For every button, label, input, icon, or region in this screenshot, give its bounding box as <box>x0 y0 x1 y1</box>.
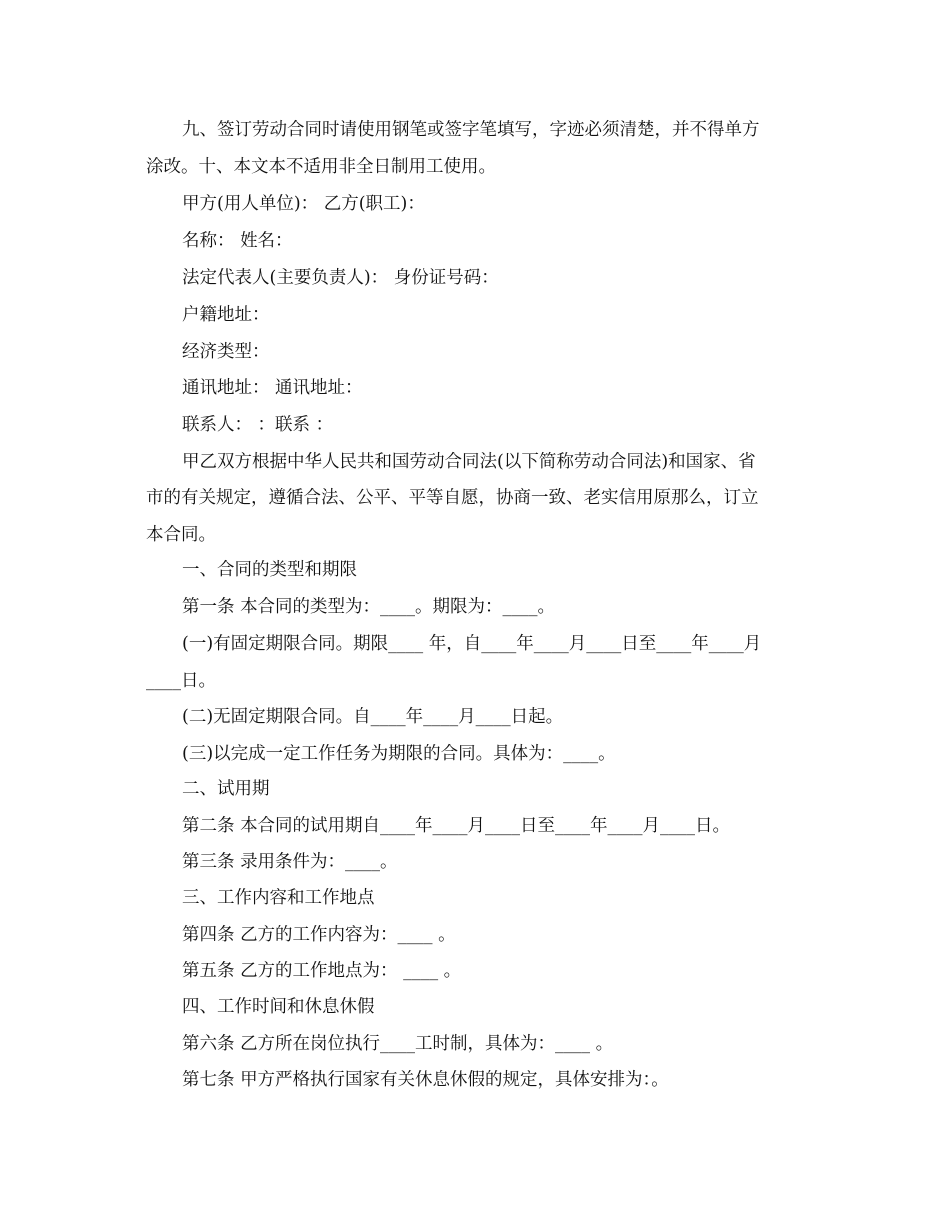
article-2: 第二条 本合同的试用期自____年____月____日至____年____月____日。 <box>182 816 731 836</box>
article-7: 第七条 甲方严格执行国家有关休息休假的规定，具体安排为：。 <box>182 1070 669 1090</box>
preamble-line-2: 市的有关规定，遵循合法、公平、平等自愿，协商一致、老实信用原那么，订立 <box>146 488 759 508</box>
article-5: 第五条 乙方的工作地点为： ____ 。 <box>182 961 462 981</box>
contact-field: 联系人： ：联系 ： <box>182 415 334 435</box>
task-based-contract: (三)以完成一定工作任务为期限的合同。具体为：____。 <box>182 744 616 764</box>
party-header: 甲方(用人单位)： 乙方(职工)： <box>182 194 425 214</box>
section-4-heading: 四、工作时间和休息休假 <box>182 997 375 1017</box>
fixed-term-line-1: (一)有固定期限合同。期限____ 年，自____年____月____日至____年____月 <box>182 634 762 654</box>
clause-9-line-2: 涂改。十、本文本不适用非全日制用工使用。 <box>146 157 496 177</box>
preamble-line-3: 本合同。 <box>146 525 216 545</box>
legal-rep-field: 法定代表人(主要负责人)： 身份证号码： <box>182 268 499 288</box>
household-address-field: 户籍地址： <box>182 305 270 325</box>
article-3: 第三条 录用条件为：____。 <box>182 852 398 872</box>
section-2-heading: 二、试用期 <box>182 779 270 799</box>
section-1-heading: 一、合同的类型和期限 <box>182 560 357 580</box>
economic-type-field: 经济类型： <box>182 342 270 362</box>
section-3-heading: 三、工作内容和工作地点 <box>182 888 375 908</box>
name-field: 名称： 姓名： <box>182 231 293 251</box>
article-6: 第六条 乙方所在岗位执行____工时制，具体为：____ 。 <box>182 1034 614 1054</box>
article-4: 第四条 乙方的工作内容为：____ 。 <box>182 925 456 945</box>
preamble-line-1: 甲乙双方根据中华人民共和国劳动合同法(以下简称劳动合同法)和国家、省 <box>182 452 756 472</box>
article-1: 第一条 本合同的类型为：____。期限为：____。 <box>182 597 556 617</box>
clause-9-line-1: 九、签订劳动合同时请使用钢笔或签字笔填写，字迹必须清楚，并不得单方 <box>182 120 760 140</box>
fixed-term-line-2: ____日。 <box>146 671 216 691</box>
mailing-address-field: 通讯地址： 通讯地址： <box>182 378 363 398</box>
open-ended-contract: (二)无固定期限合同。自____年____月____日起。 <box>182 707 564 727</box>
